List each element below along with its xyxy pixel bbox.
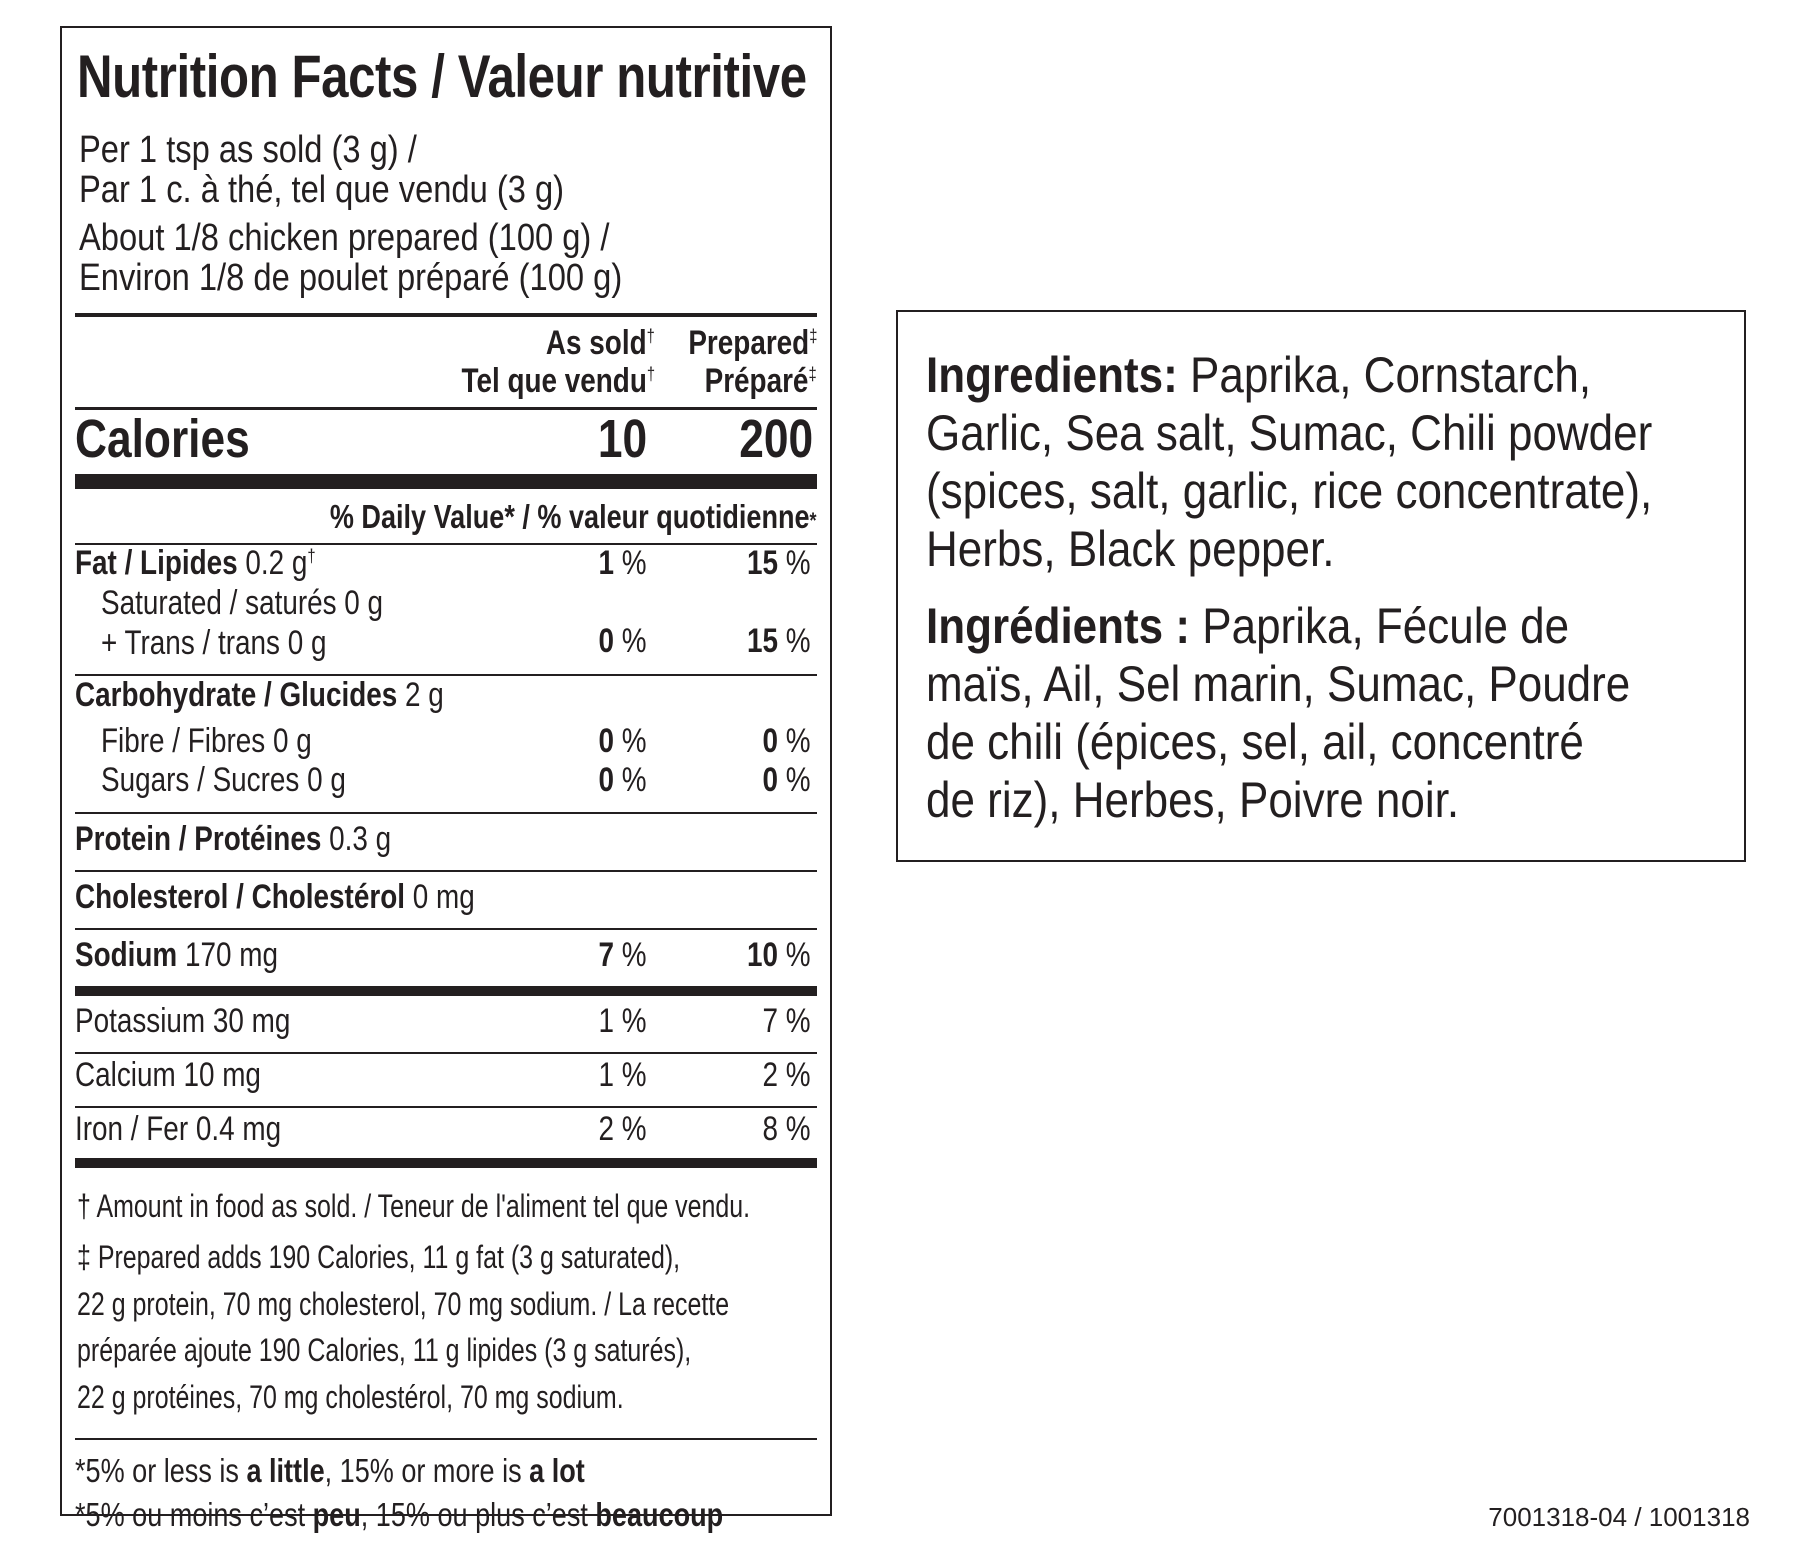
footnote-prepared: préparée ajoute 190 Calories, 11 g lipides (3 g saturés), [77, 1332, 692, 1368]
sattrans-pct-as-sold: 0 % [598, 622, 647, 660]
serving-line: Par 1 c. à thé, tel que vendu (3 g) [79, 169, 565, 211]
calories-prepared: 200 [739, 409, 813, 469]
sattrans-pct-prepared: 15 % [747, 622, 811, 660]
divider [75, 928, 817, 930]
iron-pct-prepared: 8 % [762, 1110, 811, 1148]
calories-as-sold: 10 [597, 409, 647, 469]
col-prepared-fr: Préparé‡ [704, 362, 817, 400]
footnote-prepared: ‡ Prepared adds 190 Calories, 11 g fat (3 g saturated), [77, 1239, 681, 1275]
fibre-pct-prepared: 0 % [762, 722, 811, 760]
iron-pct-as-sold: 2 % [598, 1110, 647, 1148]
sodium-pct-prepared: 10 % [747, 936, 811, 974]
fibre-row: Fibre / Fibres 0 g [101, 722, 312, 760]
ingredients-en: Ingredients: Paprika, Cornstarch, Garlic, Sea salt, Sumac, Chili powder (spices, salt, garlic, rice concentrate), Herbs, Black pepper. [926, 347, 1653, 577]
sugars-pct-as-sold: 0 % [598, 761, 647, 799]
iron-row: Iron / Fer 0.4 mg [75, 1110, 282, 1148]
fat-row: Fat / Lipides 0.2 g† [75, 544, 316, 582]
ingredients-fr: Ingrédients : Paprika, Fécule de maïs, Ail, Sel marin, Sumac, Poudre de chili (épices, sel, ail, concentré de riz), Herbes, Poivre noir. [926, 598, 1631, 828]
potassium-pct-as-sold: 1 % [598, 1002, 647, 1040]
sugars-row: Sugars / Sucres 0 g [101, 761, 346, 799]
calcium-row: Calcium 10 mg [75, 1056, 261, 1094]
footnote-as-sold: † Amount in food as sold. / Teneur de l'aliment tel que vendu. [77, 1188, 751, 1224]
col-as-sold-fr: Tel que vendu† [461, 362, 655, 400]
cholesterol-row: Cholesterol / Cholestérol 0 mg [75, 878, 475, 916]
sugars-pct-prepared: 0 % [762, 761, 811, 799]
daily-value-heading: % Daily Value* / % valeur quotidienne* [330, 498, 817, 535]
serving-line: About 1/8 chicken prepared (100 g) / [79, 217, 610, 259]
thick-divider [75, 474, 817, 489]
ingredients-box [896, 310, 1746, 862]
col-as-sold-en: As sold† [546, 324, 655, 362]
carbohydrate-row: Carbohydrate / Glucides 2 g [75, 676, 444, 714]
divider [75, 1052, 817, 1054]
divider [75, 870, 817, 872]
thick-divider [75, 986, 817, 996]
potassium-row: Potassium 30 mg [75, 1002, 291, 1040]
footnote-prepared: 22 g protein, 70 mg cholesterol, 70 mg sodium. / La recette [77, 1286, 730, 1322]
col-prepared-en: Prepared‡ [687, 324, 817, 362]
fat-pct-as-sold: 1 % [598, 544, 647, 582]
divider [75, 812, 817, 814]
dv-rule-en: *5% or less is a little, 15% or more is a lot [75, 1452, 585, 1489]
nutrition-facts-table [60, 26, 832, 1533]
divider [75, 1106, 817, 1108]
serving-line: Environ 1/8 de poulet préparé (100 g) [79, 257, 623, 299]
calcium-pct-prepared: 2 % [762, 1056, 811, 1094]
thick-divider [75, 1158, 817, 1168]
nutrition-title: Nutrition Facts / Valeur nutritive [77, 43, 807, 110]
saturated-row: Saturated / saturés 0 g [101, 584, 384, 622]
calcium-pct-as-sold: 1 % [598, 1056, 647, 1094]
divider [75, 1438, 817, 1440]
fat-pct-prepared: 15 % [747, 544, 811, 582]
dv-rule-fr: *5% ou moins c’est peu, 15% ou plus c’est beaucoup [75, 1496, 724, 1533]
trans-row: + Trans / trans 0 g [101, 624, 327, 662]
serving-line: Per 1 tsp as sold (3 g) / [79, 129, 417, 171]
product-code: 7001318-04 / 1001318 [1488, 1502, 1750, 1532]
sodium-row: Sodium 170 mg [75, 936, 278, 974]
footnote-prepared: 22 g protéines, 70 mg cholestérol, 70 mg sodium. [77, 1379, 624, 1415]
sodium-pct-as-sold: 7 % [598, 936, 647, 974]
potassium-pct-prepared: 7 % [762, 1002, 811, 1040]
calories-label: Calories [75, 409, 250, 469]
divider [75, 313, 817, 317]
fibre-pct-as-sold: 0 % [598, 722, 647, 760]
protein-row: Protein / Protéines 0.3 g [75, 820, 392, 858]
